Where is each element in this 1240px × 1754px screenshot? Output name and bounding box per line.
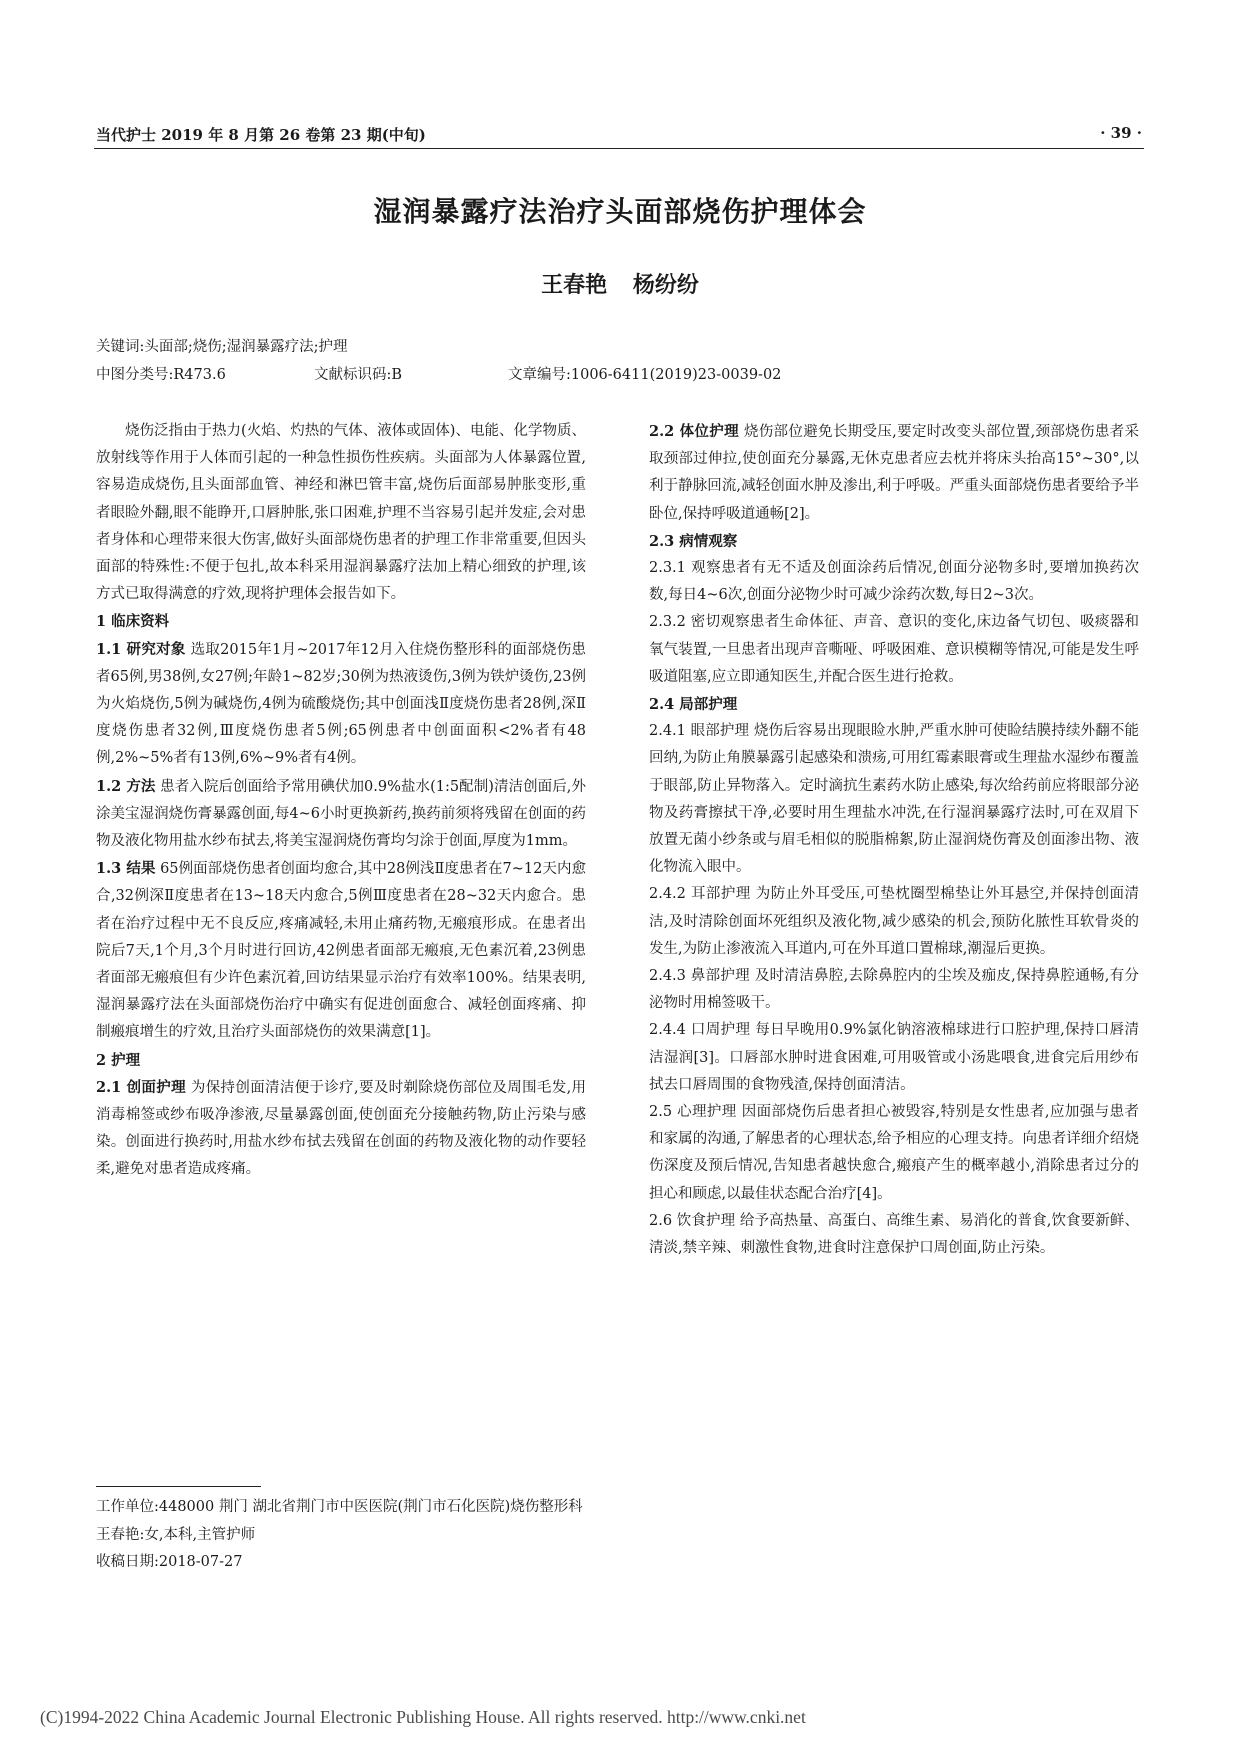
subsection-heading: 2.2 体位护理	[649, 423, 739, 440]
author-info: 王春艳:女,本科,主管护师	[96, 1526, 256, 1543]
paragraph: 2.4.3 鼻部护理 及时清洁鼻腔,去除鼻腔内的尘埃及痂皮,保持鼻腔通畅,有分泌物时用棉签吸干。	[649, 968, 1139, 1012]
section-heading: 2 护理	[96, 1051, 141, 1069]
article-number: 文章编号:1006-6411(2019)23-0039-02	[508, 367, 782, 383]
subsection-heading: 2.1 创面护理	[96, 1078, 186, 1096]
paragraph: 2.3.2 密切观察患者生命体征、声音、意识的变化,床边备气切包、吸痰器和氧气装置,一旦患者出现声音嘶哑、呼吸困难、意识模糊等情况,可能是发生呼吸道阻塞,应立即通知医生,并配合医生进行抢救。	[649, 614, 1139, 685]
article-title: 湿润暴露疗法治疗头面部烧伤护理体会	[373, 195, 867, 228]
document-code: 文献标识码:B	[314, 367, 403, 383]
paragraph: 2.3.1 观察患者有无不适及创面涂药后情况,创面分泌物多时,要增加换药次数,每日4~6次,创面分泌物少时可减少涂药次数,每日2~3次。	[649, 560, 1139, 604]
clc-number: 中图分类号:R473.6	[96, 367, 226, 383]
subsection-heading: 1.1 研究对象	[96, 640, 186, 658]
running-head	[96, 124, 1142, 146]
journal-issue: 当代护士 2019 年 8 月第 26 卷第 23 期(中旬)	[96, 126, 426, 144]
paragraph: 2.6 饮食护理 给予高热量、高蛋白、高维生素、易消化的普食,饮食要新鲜、清淡,禁辛辣、刺激性食物,进食时注意保护口周创面,防止污染。	[649, 1212, 1139, 1257]
classification-line	[96, 364, 1142, 386]
section-heading: 1 临床资料	[96, 613, 170, 631]
keywords: 关键词:头面部;烧伤;湿润暴露疗法;护理	[96, 339, 348, 355]
received-date: 收稿日期:2018-07-27	[96, 1554, 243, 1570]
affiliation: 工作单位:448000 荆门 湖北省荆门市中医医院(荆门市石化医院)烧伤整形科	[96, 1499, 583, 1515]
paragraph: 2.4.2 耳部护理 为防止外耳受压,可垫枕圈型棉垫让外耳悬空,并保持创面清洁,及时清除创面坏死组织及液化物,减少感染的机会,预防化脓性耳软骨炎的发生,为防止渗液流入耳道内,可在外耳道口置棉球,潮湿后更换。	[649, 886, 1139, 957]
paragraph-text: 选取2015年1月~2017年12月入住烧伤整形科的面部烧伤患者65例,男38例,女27例;年龄1~82岁;30例为热液烫伤,3例为铁炉烫伤,23例为火焰烧伤,5例为碱烧伤,4例为硫酸烧伤;其中创面浅Ⅱ度烧伤患者28例,深Ⅱ度烧伤患者32例,Ⅲ度烧伤患者5例;65例患者中创面面积<2%者有48例,2%~5%者有13例,6%~9%者有4例。	[96, 641, 586, 767]
subsection-heading: 2.4 局部护理	[649, 696, 738, 714]
paragraph-text: 为保持创面清洁便于诊疗,要及时剃除烧伤部位及周围毛发,用消毒棉签或纱布吸净渗液,尽量暴露创面,使创面充分接触药物,防止污染与感染。创面进行换药时,用盐水纱布拭去残留在创面的药物及液化物的动作要轻柔,避免对患者造成疼痛。	[96, 1079, 587, 1178]
subsection-heading: 1.2 方法	[96, 777, 156, 795]
subsection-heading: 2.3 病情观察	[649, 532, 738, 550]
paragraph: 2.4.1 眼部护理 烧伤后容易出现眼睑水肿,严重水肿可使睑结膜持续外翻不能回纳,为防止角膜暴露引起感染和溃疡,可用红霉素眼膏或生理盐水湿纱布覆盖于眼部,防止异物落入。定时滴抗生素药水防止感染,每次给药前应将眼部分泌物及药膏擦拭干净,必要时用生理盐水冲洗,在行湿润暴露疗法时,可在双眉下放置无菌小纱条或与眉毛相似的脱脂棉絮,防止湿润烧伤膏及创面渗出物、液化物流入眼中。	[649, 723, 1139, 876]
paragraph	[96, 773, 586, 856]
paragraph: 2.5 心理护理 因面部烧伤后患者担心被毁容,特别是女性患者,应加强与患者和家属的沟通,了解患者的心理状态,给予相应的心理支持。向患者详细介绍烧伤深度及预后情况,告知患者越快愈合,瘢痕产生的概率越小,消除患者过分的担心和顾虑,以最佳状态配合治疗[4]。	[649, 1104, 1139, 1202]
paragraph	[649, 418, 1139, 528]
paragraph-text: 患者入院后创面给予常用碘伏加0.9%盐水(1:5配制)清洁创面后,外涂美宝湿润烧伤膏暴露创面,每4~6小时更换新药,换药前须将残留在创面的药物及液化物用盐水纱布拭去,将美宝湿润烧伤膏均匀涂于创面,厚度为1mm。	[96, 778, 586, 850]
left-column	[96, 418, 586, 1184]
page-number: · 39 ·	[1100, 124, 1142, 142]
footnote	[96, 1494, 586, 1577]
intro-paragraph: 烧伤泛指由于热力(火焰、灼热的气体、液体或固体)、电能、化学物质、放射线等作用于人体而引起的一种急性损伤性疾病。头面部为人体暴露位置,容易造成烧伤,且头面部血管、神经和淋巴管丰富,烧伤后面部易肿胀变形,重者眼睑外翻,眼不能睁开,口唇肿胀,张口困难,护理不当容易引起并发症,会对患者身体和心理带来很大伤害,做好头面部烧伤患者的护理工作非常重要,但因头面部的特殊性:不便于包扎,故本科采用湿润暴露疗法加上精心细致的护理,该方式已取得满意的疗效,现将护理体会报告如下。	[96, 423, 586, 603]
paragraph: 2.4.4 口周护理 每日早晚用0.9%氯化钠溶液棉球进行口腔护理,保持口唇清洁湿润[3]。口唇部水肿时进食困难,可用吸管或小汤匙喂食,进食完后用纱布拭去口唇周围的食物残渣,保持创面清洁。	[649, 1022, 1139, 1093]
authors: 王春艳 杨纷纷	[541, 272, 699, 298]
paragraph-text: 烧伤部位避免长期受压,要定时改变头部位置,颈部烧伤患者采取颈部过伸拉,使创面充分暴露,无休克患者应去枕并将床头抬高15°~30°,以利于静脉回流,减轻创面水肿及渗出,利于呼吸。严重头面部烧伤患者要给予半卧位,保持呼吸道通畅[2]。	[649, 424, 1140, 522]
footnote-rule	[96, 1486, 261, 1487]
paragraph	[96, 636, 586, 773]
right-column	[649, 418, 1139, 1262]
paragraph	[96, 855, 586, 1046]
subsection-heading: 1.3 结果	[96, 860, 156, 878]
header-rule	[94, 148, 1144, 149]
paragraph-text: 65例面部烧伤患者创面均愈合,其中28例浅Ⅱ度患者在7~12天内愈合,32例深Ⅱ度患者在13~18天内愈合,5例Ⅲ度患者在28~32天内愈合。患者在治疗过程中无不良反应,疼痛减轻,未用止痛药物,无瘢痕形成。在患者出院后7天,1个月,3个月时进行回访,42例患者面部无瘢痕,无色素沉着,23例患者面部无瘢痕但有少许色素沉着,回访结果显示治疗有效率100%。结果表明,湿润暴露疗法在头面部烧伤治疗中确实有促进创面愈合、减轻创面疼痛、抑制瘢痕增生的疗效,且治疗头面部烧伤的效果满意[1]。	[96, 861, 586, 1041]
copyright-notice: (C)1994-2022 China Academic Journal Electronic Publishing House. All rights reserved. http://www.cnki.net	[40, 1707, 806, 1727]
paragraph	[96, 1074, 586, 1184]
